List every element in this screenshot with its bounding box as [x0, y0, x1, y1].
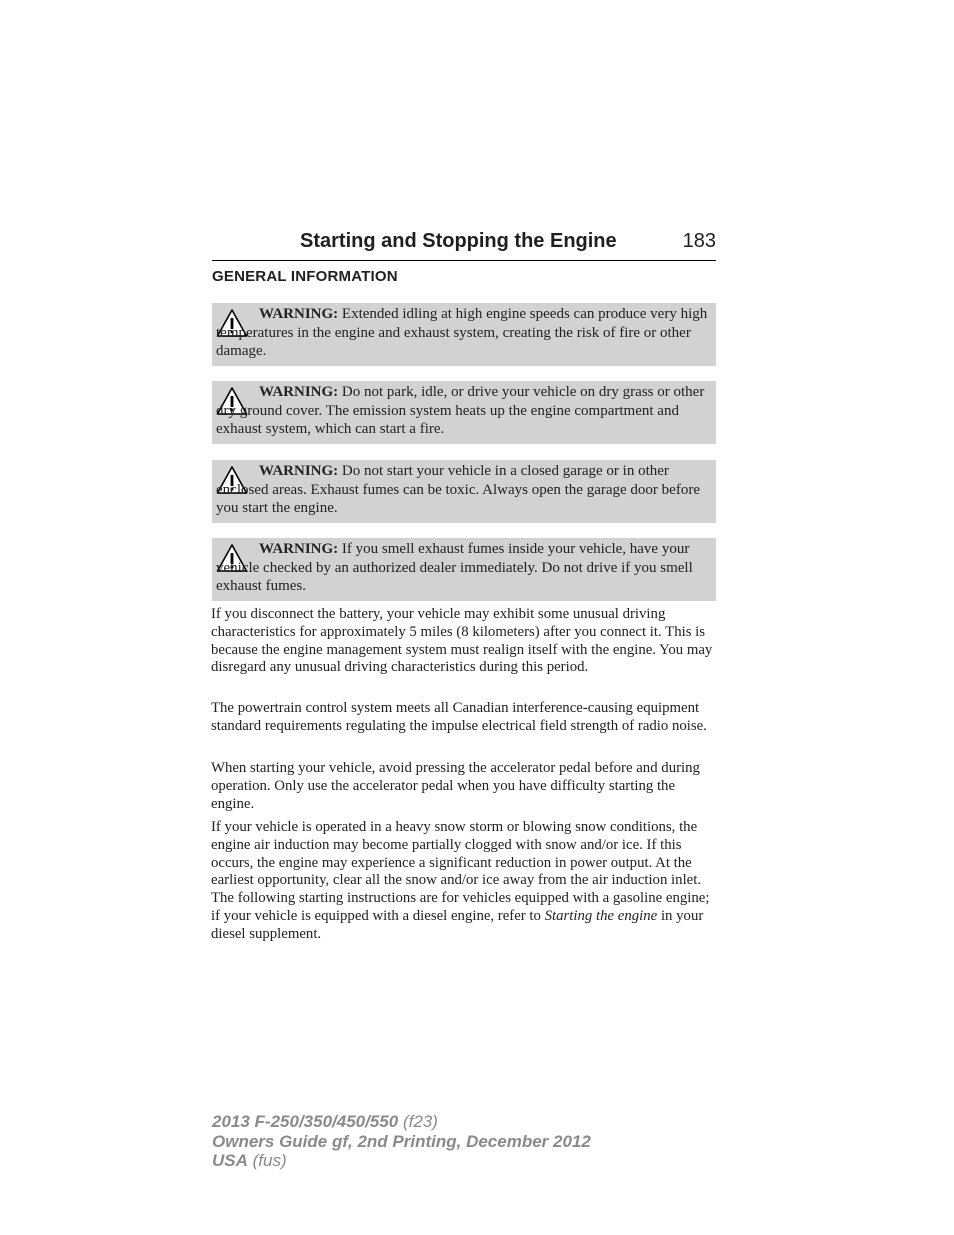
warning-box: [212, 381, 716, 444]
footer-edition-line: Owners Guide gf, 2nd Printing, December 2012: [212, 1131, 591, 1151]
warning-text: WARNING: Do not park, idle, or drive your vehicle on dry grass or other dry ground cover. The emission system heats up the engine compartment and exhaust system, which can start a fire.: [216, 384, 705, 438]
warning-text: WARNING: Do not start your vehicle in a closed garage or in other enclosed areas. Exhaust fumes can be toxic. Always open the garage door before you start the engine.: [216, 463, 700, 517]
section-title: GENERAL INFORMATION: [212, 268, 398, 285]
footer-model-line: 2013 F-250/350/450/550 (f23): [212, 1112, 438, 1131]
warning-box: [212, 303, 716, 366]
warning-text: WARNING: If you smell exhaust fumes inside your vehicle, have your vehicle checked by an authorized dealer immediately. Do not drive if you smell exhaust fumes.: [216, 541, 693, 595]
warning-box: [212, 538, 716, 601]
body-paragraph: If your vehicle is operated in a heavy snow storm or blowing snow conditions, the engine air induction may become partially clogged with snow and/or ice. If this occurs, the engine may experience a significant reduction in power output. At the earliest opportunity, clear all the snow and/or ice away from the air induction inlet. The following starting instructions are for vehicles equipped with a gasoline engine; if your vehicle is equipped with a diesel engine, refer to Starting the engine in your diesel supplement.: [211, 819, 710, 942]
cross-reference: Starting the engine: [544, 907, 658, 924]
page-header: [212, 228, 716, 261]
footer-market-line: USA (fus): [212, 1151, 287, 1170]
warning-box: [212, 460, 716, 523]
page-footer: [212, 1112, 591, 1171]
body-paragraph: When starting your vehicle, avoid pressing the accelerator pedal before and during operation. Only use the accelerator pedal when you have difficulty starting the engine.: [211, 760, 700, 812]
body-paragraph: The powertrain control system meets all Canadian interference-causing equipment standard requirements regulating the impulse electrical field strength of radio noise.: [211, 700, 707, 734]
page-number: 183: [682, 230, 716, 252]
warning-text: WARNING: Extended idling at high engine speeds can produce very high temperatures in the engine and exhaust system, creating the risk of fire or other damage.: [216, 306, 708, 360]
body-paragraph: If you disconnect the battery, your vehicle may exhibit some unusual driving characteristics for approximately 5 miles (8 kilometers) after you connect it. This is because the engine management system must realign itself with the engine. You may disregard any unusual driving characteristics during this period.: [211, 606, 713, 676]
chapter-title: Starting and Stopping the Engine: [300, 230, 617, 252]
